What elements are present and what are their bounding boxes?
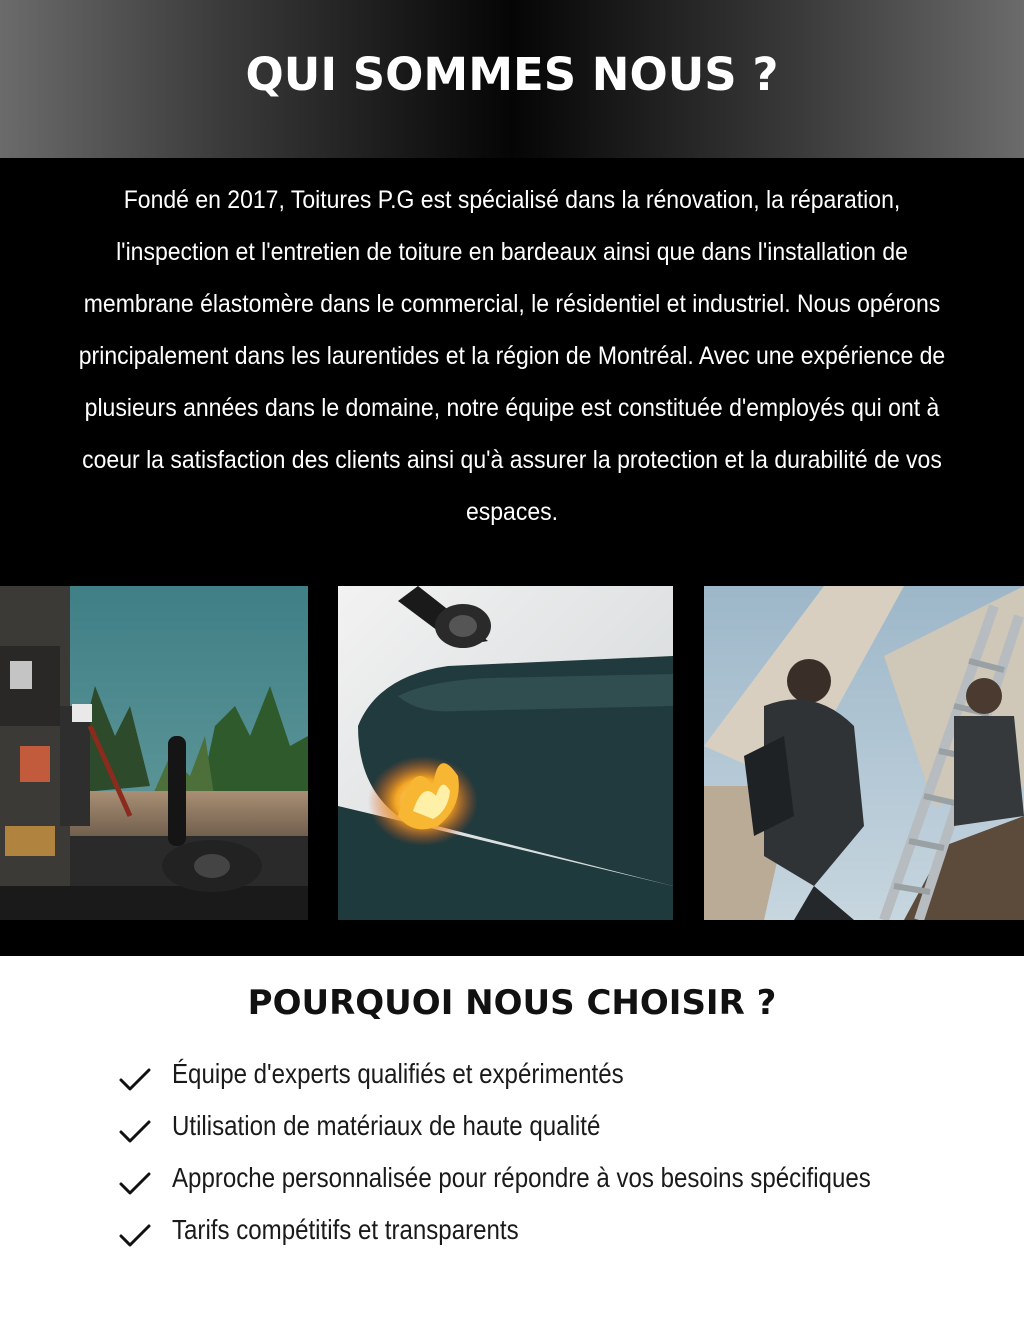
check-icon <box>118 1067 152 1093</box>
features-list <box>118 1048 998 1256</box>
feature-label: Utilisation de matériaux de haute qualité <box>172 1110 601 1141</box>
feature-item <box>118 1152 998 1204</box>
check-icon <box>118 1223 152 1249</box>
feature-label: Tarifs compétitifs et transparents <box>172 1214 519 1245</box>
feature-item <box>118 1204 998 1256</box>
feature-item <box>118 1100 998 1152</box>
workers-on-ladder-photo <box>704 586 1024 920</box>
page-title: QUI SOMMES NOUS ? <box>245 48 779 101</box>
feature-label: Équipe d'experts qualifiés et expérimentés <box>172 1058 624 1089</box>
torch-flame-membrane-roll-photo <box>338 586 673 920</box>
section-title-why-choose-us: POURQUOI NOUS CHOISIR ? <box>247 983 777 1023</box>
roofer-installing-membrane-photo <box>0 586 308 920</box>
check-icon <box>118 1171 152 1197</box>
feature-label: Approche personnalisée pour répondre à vos besoins spécifiques <box>172 1162 871 1193</box>
check-icon <box>118 1119 152 1145</box>
feature-item <box>118 1048 998 1100</box>
about-paragraph: Fondé en 2017, Toitures P.G est spécialisé dans la rénovation, la réparation, l'inspection et l'entretien de toiture en bardeaux ainsi que dans l'installation de membrane élastomère dans le commercial, le résidentiel et industriel. Nous opérons principalement dans les laurentides et la région de Montréal. Avec une expérience de plusieurs années dans le domaine, notre équipe est constituée d'employés qui ont à coeur la satisfaction des clients ainsi qu'à assurer la protection et la durabilité de vos espaces. <box>78 186 946 526</box>
